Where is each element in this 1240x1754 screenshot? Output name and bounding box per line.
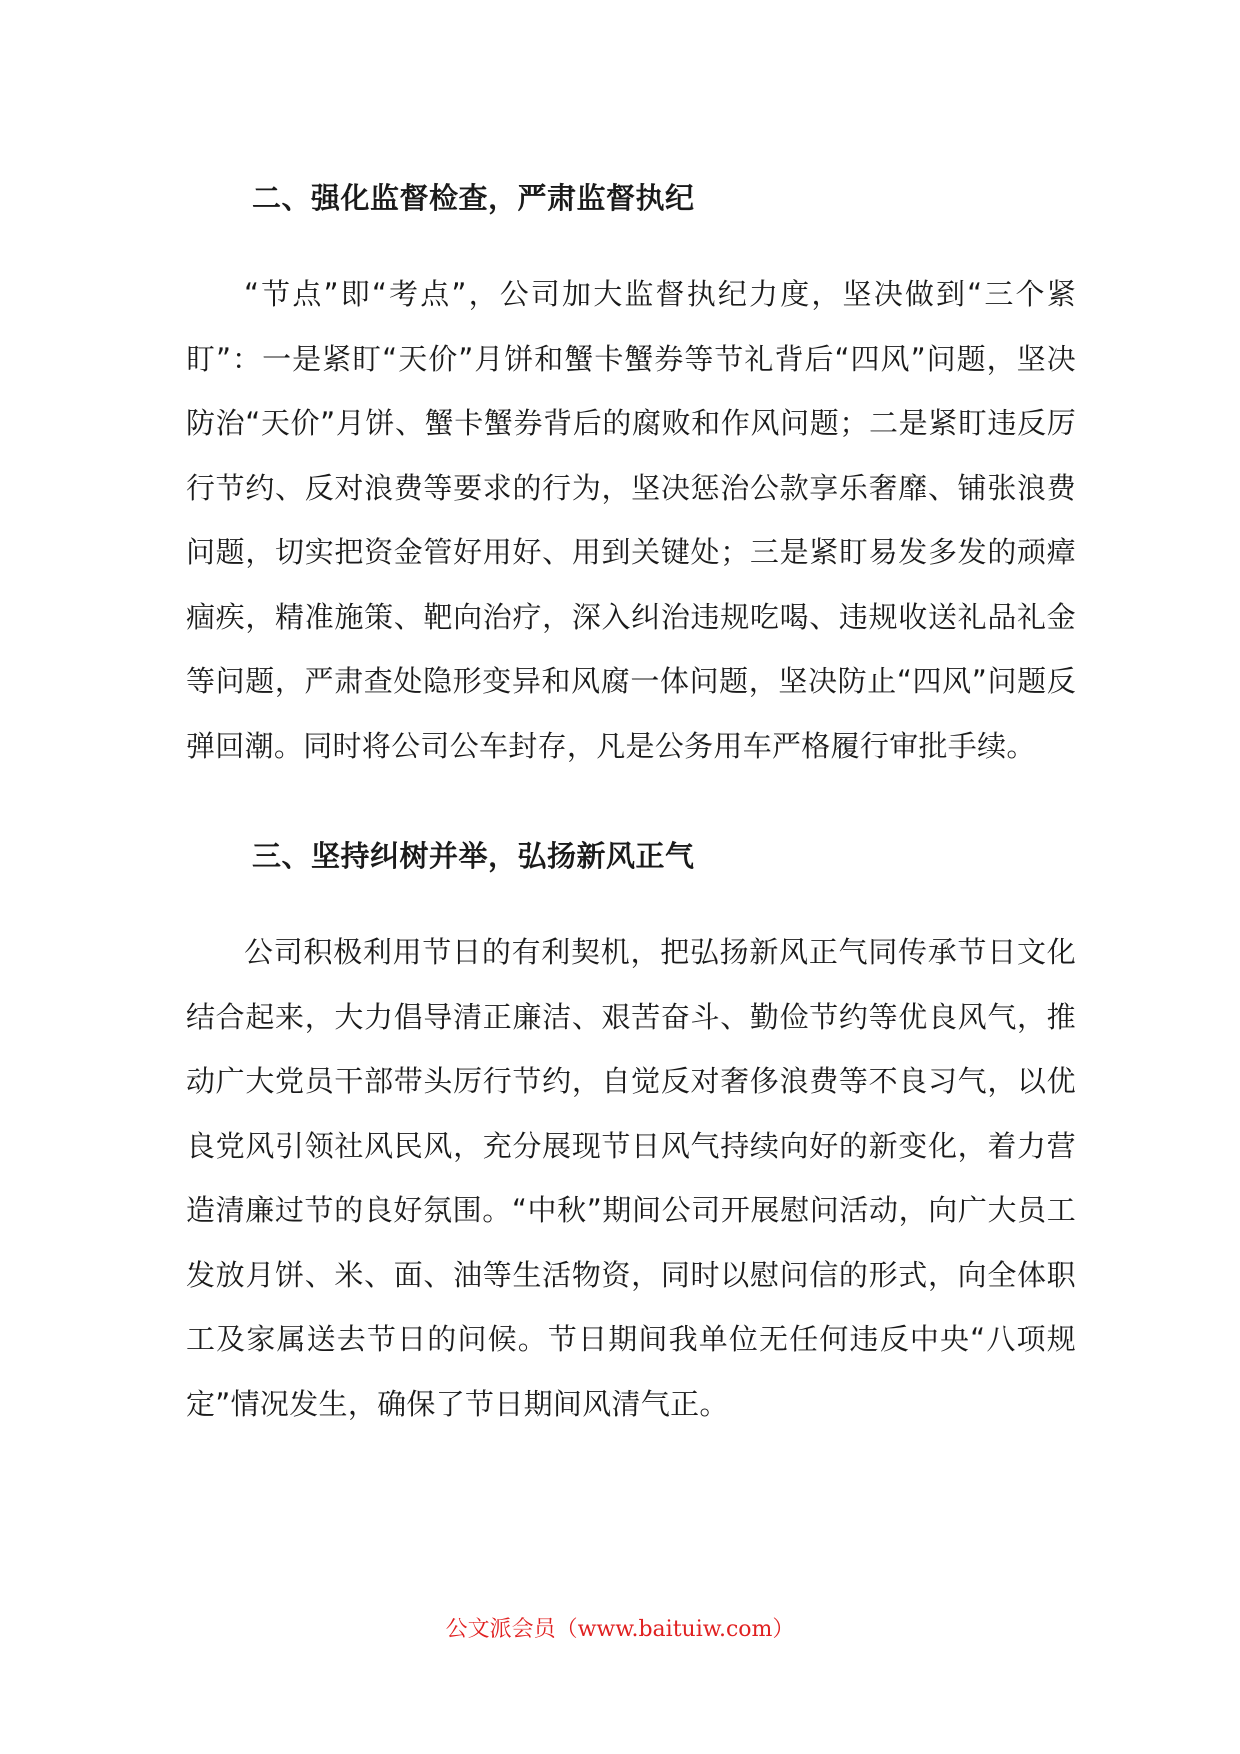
footer-watermark: 公文派会员（www.baituiw.com） bbox=[445, 1617, 795, 1642]
section-heading-3: 三、坚持纠树并举，弘扬新风正气 bbox=[252, 839, 695, 873]
section-heading-2: 二、强化监督检查，严肃监督执纪 bbox=[252, 181, 695, 215]
section-paragraph-2: “节点”即“考点”，公司加大监督执纪力度，坚决做到“三个紧盯”：一是紧盯“天价”月饼和蟹卡蟹券等节礼背后“四风”问题，坚决防治“天价”月饼、蟹卡蟹券背后的腐败和作风问题；二是紧盯违反厉行节约、反对浪费等要求的行为，坚决惩治公款享乐奢靡、铺张浪费问题，切实把资金管好用好、用到关键处；三是紧盯易发多发的顽瘴痼疾，精准施策、靶向治疗，深入纠治违规吃喝、违规收送礼品礼金等问题，严肃查处隐形变异和风腐一体问题，坚决防止“四风”问题反弹回潮。同时将公司公车封存，凡是公务用车严格履行审批手续。 bbox=[186, 277, 1076, 763]
section-paragraph-3: 公司积极利用节日的有利契机，把弘扬新风正气同传承节日文化结合起来，大力倡导清正廉洁、艰苦奋斗、勤俭节约等优良风气，推动广大党员干部带头厉行节约，自觉反对奢侈浪费等不良习气，以优良党风引领社风民风，充分展现节日风气持续向好的新变化，着力营造清廉过节的良好氛围。“中秋”期间公司开展慰问活动，向广大员工发放月饼、米、面、油等生活物资，同时以慰问信的形式，向全体职工及家属送去节日的问候。节日期间我单位无任何违反中央“八项规定”情况发生，确保了节日期间风清气正。 bbox=[186, 935, 1076, 1421]
document-body bbox=[186, 170, 1076, 1436]
